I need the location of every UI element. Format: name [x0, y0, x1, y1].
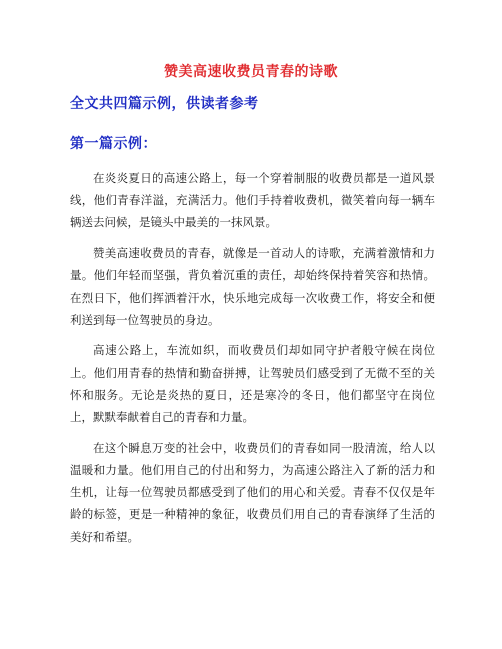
document-title: 赞美高速收费员青春的诗歌	[164, 64, 338, 80]
summary-heading: 全文共四篇示例，供读者参考	[70, 96, 259, 112]
paragraph: 在炎炎夏日的高速公路上，每一个穿着制服的收费员都是一道风景线，他们青春洋溢，充满活力。他们手持着收费机，微笑着向每一辆车辆送去问候，是镜头中最美的一抹风景。	[70, 171, 435, 230]
paragraph: 赞美高速收费员的青春，就像是一首动人的诗歌，充满着激情和力量。他们年轻而坚强，背负着沉重的责任，却始终保持着笑容和热情。在烈日下，他们挥洒着汗水，快乐地完成每一次收费工作，将安全和便利送到每一位驾驶员的身边。	[70, 246, 435, 327]
section-heading: 第一篇示例：	[70, 136, 157, 152]
document-body	[70, 167, 435, 556]
paragraph: 高速公路上，车流如织，而收费员们却如同守护者般守候在岗位上。他们用青春的热情和勤奋拼搏，让驾驶员们感受到了无微不至的关怀和服务。无论是炎热的夏日，还是寒冷的冬日，他们都坚守在岗位上，默默奉献着自己的青春和力量。	[70, 343, 435, 425]
paragraph: 在这个瞬息万变的社会中，收费员们的青春如同一股清流，给人以温暖和力量。他们用自己的付出和努力，为高速公路注入了新的活力和生机，让每一位驾驶员都感受到了他们的用心和关爱。青春不仅仅是年龄的标签，更是一种精神的象征，收费员们用自己的青春演绎了生活的美好和希望。	[70, 440, 435, 544]
